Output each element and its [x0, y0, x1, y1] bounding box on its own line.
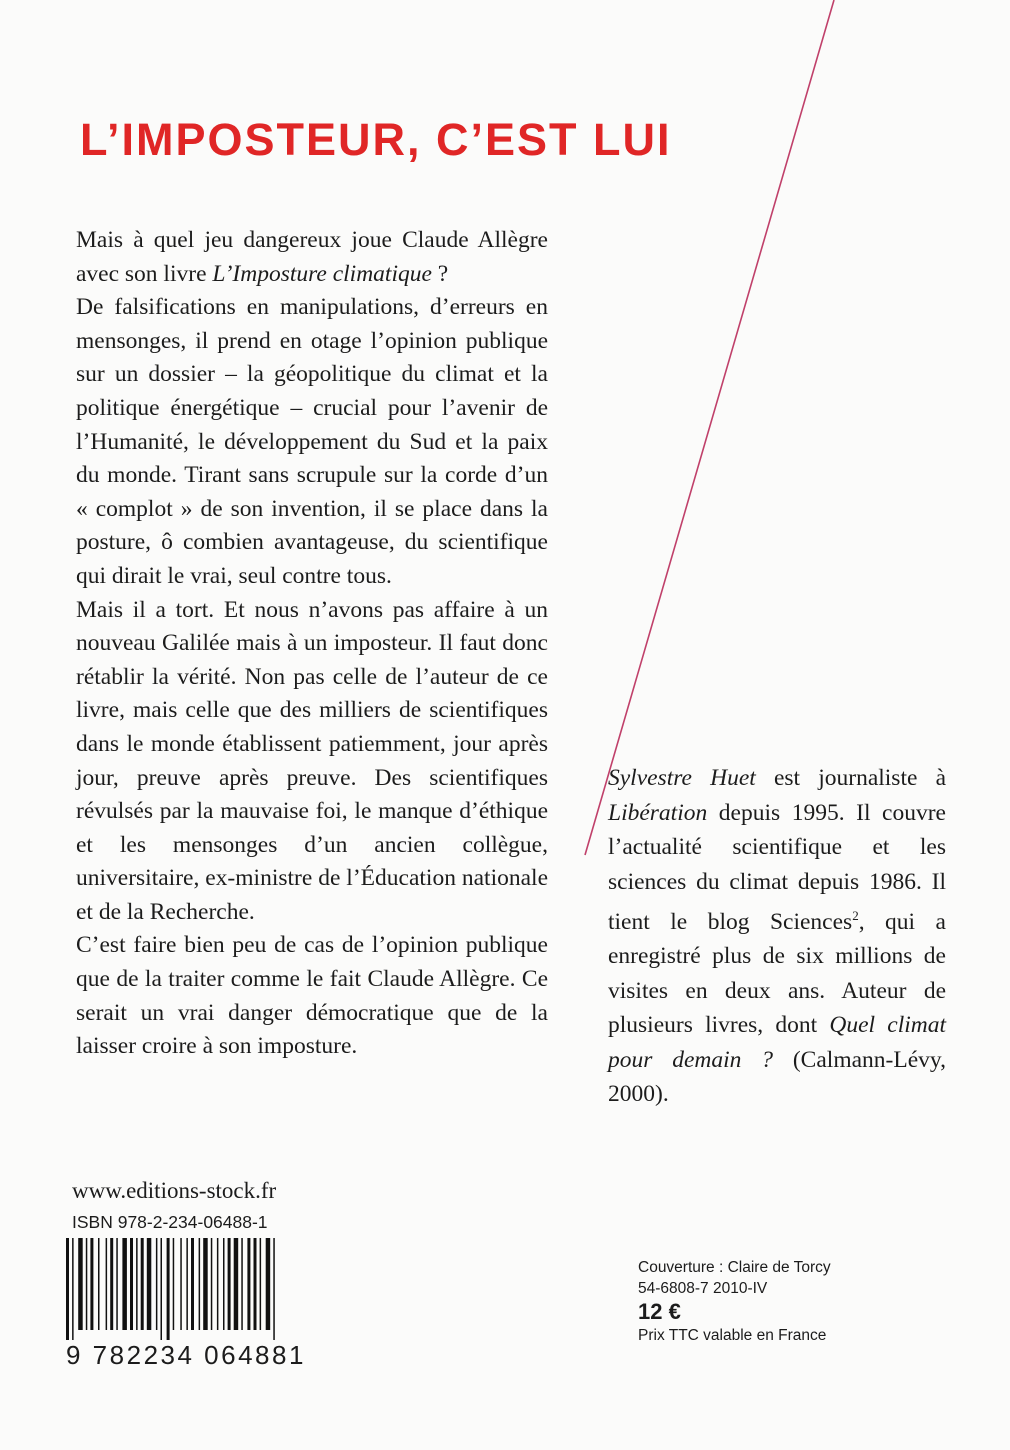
barcode-bar [136, 1238, 138, 1330]
barcode-bar [66, 1238, 69, 1340]
price-note: Prix TTC valable en France [638, 1327, 827, 1344]
superscript-two: 2 [852, 908, 859, 923]
author-bio: Sylvestre Huet est journaliste à Libération depuis 1995. Il couvre l’actualité scientifique et les sciences du climat depuis 1986. Il tient le blog Sciences$^2$, qui a enregistré plus de six millions de visites en deux ans. Auteur de plusieurs livres, dont Quel climat pour demain ? (Calmann-Lévy, 2000). [608, 765, 947, 1108]
blurb-paragraph-4: C’est faire bien peu de cas de l’opinion publique que de la traiter comme le fait Claude Allègre. Ce serait un vrai danger démocratique que de la laisser croire à son imposture. [76, 932, 548, 1060]
barcode-bar [72, 1238, 74, 1340]
cover-designer-credit: Couverture : Claire de Torcy [638, 1259, 831, 1276]
barcode-bar [122, 1238, 127, 1330]
barcode-bar [161, 1238, 163, 1340]
barcode-bar [241, 1238, 243, 1330]
newspaper-name: Libération [608, 799, 708, 826]
barcode-bar [173, 1238, 175, 1330]
barcode-bar [228, 1238, 231, 1330]
barcode-bar [273, 1238, 275, 1340]
barcode-bar [254, 1238, 257, 1330]
barcode-digits: 9 782234 064881 [66, 1340, 306, 1370]
publisher-website[interactable]: www.editions-stock.fr [72, 1178, 277, 1203]
barcode-bar [260, 1238, 262, 1330]
barcode-bar [266, 1238, 271, 1330]
barcode-bar [98, 1238, 100, 1330]
back-cover-blurb [76, 224, 548, 1064]
barcode-bar [180, 1238, 182, 1330]
barcode-bar [217, 1238, 219, 1330]
barcode-bar [78, 1238, 83, 1330]
blurb-paragraph-2: De falsifications en manipulations, d’erreurs en mensonges, il prend en otage l’opinion publique sur un dossier – la géopolitique du climat et la politique énergétique – crucial pour l’avenir de l’Humanité, le développement du Sud et la paix du monde. Tirant sans scrupule sur la corde d’un « complot » de son invention, il se place dans la posture, ô combien avantageuse, du scientifique qui dirait le vrai, seul contre tous. [76, 294, 548, 589]
barcode-bar [86, 1238, 88, 1330]
barcode-bar [223, 1238, 225, 1330]
barcode-bar [90, 1238, 93, 1330]
author-name: Sylvestre Huet [608, 765, 756, 791]
barcode-bar [106, 1238, 108, 1330]
barcode-bar [130, 1238, 133, 1330]
isbn-number: ISBN 978-2-234-06488-1 [72, 1212, 268, 1232]
barcode-bar [211, 1238, 213, 1330]
barcode-bar [203, 1238, 208, 1330]
barcode-bar [234, 1238, 239, 1330]
author-book-title: Quel climat pour demain ? [608, 1012, 947, 1073]
barcode-bar [199, 1238, 201, 1330]
barcode-bar [186, 1238, 188, 1330]
barcode [62, 1238, 282, 1340]
barcode-bar [156, 1238, 158, 1330]
cover-credits [638, 1257, 831, 1346]
barcode-bar [247, 1238, 250, 1330]
barcode-bar [141, 1238, 144, 1330]
print-code: 54-6808-7 2010-IV [638, 1280, 768, 1297]
cover-title: L’IMPOSTEUR, C’EST LUI [80, 114, 672, 165]
blurb-paragraph-1: Mais à quel jeu dangereux joue Claude Allègre avec son livre L’Imposture climatique ? [76, 227, 548, 287]
barcode-bar [191, 1238, 194, 1330]
barcode-bar [147, 1238, 152, 1330]
barcode-bar [110, 1238, 113, 1330]
blurb-paragraph-3: Mais il a tort. Et nous n’avons pas affaire à un nouveau Galilée mais à un imposteur. Il faut donc rétablir la vérité. Non pas celle de l’auteur de ce livre, mais celle que des milliers de scientifiques dans le monde établissent patiemment, jour après jour, preuve après preuve. Des scientifiques révulsés par la mauvaise foi, le manque d’éthique et les mensonges d’un ancien collègue, universitaire, ex-ministre de l’Éducation nationale et de la Recherche. [76, 596, 548, 925]
price: 12 € [638, 1299, 681, 1324]
barcode-bar [116, 1238, 118, 1330]
barcode-bar [167, 1238, 170, 1340]
book-title-imposture: L’Imposture climatique [212, 260, 432, 287]
